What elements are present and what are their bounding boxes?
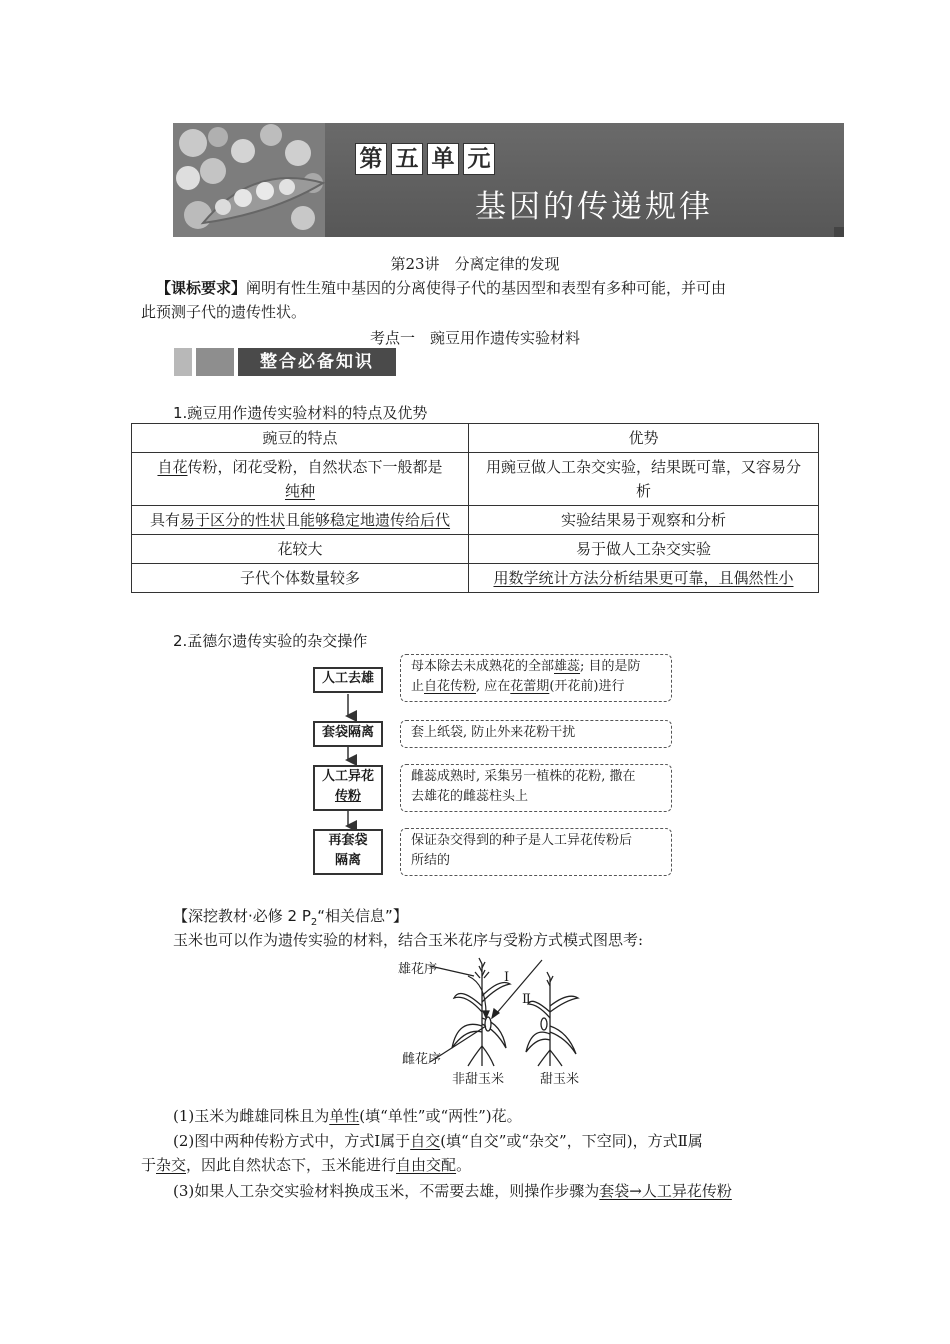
topic-title: 考点一 豌豆用作遗传实验材料 <box>369 329 580 347</box>
question-3: (3)如果人工杂交实验材料换成玉米，不需要去雄，则操作步骤为套袋→人工异花传粉 <box>173 1182 732 1200</box>
flow-note-rebagging: 保证杂交得到的种子是人工异花传粉后 所结的 <box>400 828 672 876</box>
heading-operation: 2.孟德尔遗传实验的杂交操作 <box>173 632 368 650</box>
deep-textbook-label: 【深挖教材·必修 2 $P_2“$相关信息”】 <box>173 907 408 928</box>
unit-char: 单 <box>427 143 459 175</box>
flow-step-rebagging: 再套袋 隔离 <box>313 829 383 875</box>
table-row <box>132 564 819 593</box>
plant-label-sweet: 甜玉米 <box>540 1072 580 1087</box>
table-cell: 具有易于区分的性状且能够稳定地遗传给后代 <box>132 506 469 535</box>
question-1: (1)玉米为雌雄同株且为单性(填“单性”或“两性”)花。 <box>173 1107 522 1125</box>
section-bar <box>174 348 396 376</box>
flow-step-bagging: 套袋隔离 <box>313 721 383 747</box>
deep-intro: 玉米也可以作为遗传实验的材料，结合玉米花序与受粉方式模式图思考: <box>173 931 644 949</box>
female-inflorescence-label: 雌花序 <box>402 1052 442 1067</box>
flow-note-emasculation: 母本除去未成熟花的全部雄蕊; 目的是防 止自花传粉, 应在花蕾期(开花前)进行 <box>400 654 672 702</box>
unit-char: 第 <box>355 143 387 175</box>
curriculum-requirement <box>156 276 836 300</box>
feature-table <box>131 423 819 593</box>
pea-pod-photo <box>173 123 325 237</box>
banner-title-panel <box>325 123 844 237</box>
unit-char: 元 <box>463 143 495 175</box>
method-mark-2: Ⅱ <box>522 992 531 1007</box>
table-header: 豌豆的特点 <box>132 424 469 453</box>
method-mark-1: Ⅰ <box>504 970 510 985</box>
unit-title: 基因的传递规律 <box>475 189 713 225</box>
curriculum-text: 阐明有性生殖中基因的分离使得子代的基因型和表型有多种可能，并可由 <box>246 279 727 297</box>
table-cell: 自花传粉，闭花受粉，自然状态下一般都是 纯种 <box>132 453 469 506</box>
section-title: 整合必备知识 <box>238 348 396 376</box>
flow-step-pollination: 人工异花 传粉 <box>313 765 383 811</box>
table-cell: 子代个体数量较多 <box>132 564 469 593</box>
male-inflorescence-label: 雄花序 <box>398 962 438 977</box>
plant-label-non-sweet: 非甜玉米 <box>452 1072 505 1087</box>
curriculum-text-cont: 此预测子代的遗传性状。 <box>141 303 307 321</box>
unit-char: 五 <box>391 143 423 175</box>
table-header-row <box>132 424 819 453</box>
flow-step-emasculation: 人工去雄 <box>313 667 383 693</box>
unit-banner <box>173 123 844 237</box>
flow-note-pollination: 雌蕊成熟时, 采集另一植株的花粉, 撒在 去雄花的雌蕊柱头上 <box>400 764 672 812</box>
table-cell: 易于做人工杂交实验 <box>469 535 819 564</box>
flow-note-bagging: 套上纸袋, 防止外来花粉干扰 <box>400 720 672 748</box>
heading-features: 1.豌豆用作遗传实验材料的特点及优势 <box>173 404 428 422</box>
table-row <box>132 506 819 535</box>
table-cell: 花较大 <box>132 535 469 564</box>
question-2-cont: 于杂交，因此自然状态下，玉米能进行自由交配。 <box>141 1156 472 1174</box>
table-cell: 实验结果易于观察和分析 <box>469 506 819 535</box>
table-row <box>132 535 819 564</box>
table-cell: 用豌豆做人工杂交实验，结果既可靠，又容易分析 <box>469 453 819 506</box>
table-header: 优势 <box>469 424 819 453</box>
table-cell: 用数学统计方法分析结果更可靠，且偶然性小 <box>469 564 819 593</box>
curriculum-label: 【课标要求】 <box>156 279 247 297</box>
lecture-title: 第23讲 分离定律的发现 <box>390 255 560 273</box>
question-2: (2)图中两种传粉方式中，方式Ⅰ属于自交(填“自交”或“杂交”，下空同)，方式Ⅱ属 <box>173 1132 703 1150</box>
table-row <box>132 453 819 506</box>
